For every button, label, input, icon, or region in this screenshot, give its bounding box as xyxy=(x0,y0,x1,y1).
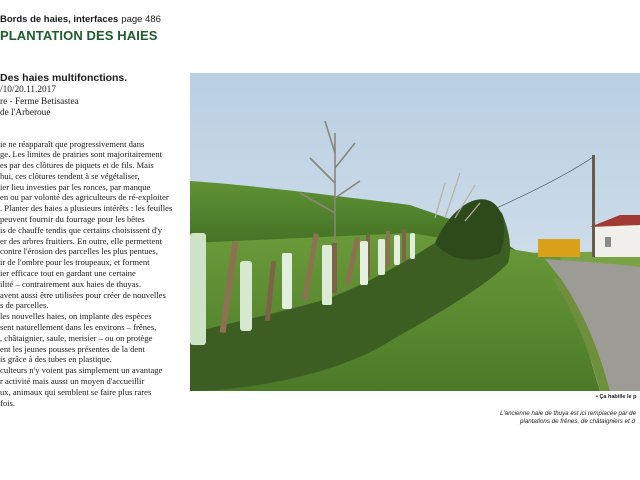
body-line: ent les jeunes pousses présentes de la dent xyxy=(0,343,145,354)
article-title: Des haies multifonctions. xyxy=(0,72,128,84)
caption-line: plantations de frênes, de châtaigniers et d xyxy=(520,418,635,425)
body-line: ie ne réapparaît que progressivement dans xyxy=(0,138,145,149)
hedge-photo xyxy=(190,73,640,391)
body-line: ier lieu investies par les ronces, par manque xyxy=(0,181,151,192)
body-line: ge. Les limites de prairies sont majoritairement xyxy=(0,149,163,160)
body-line: les nouvelles haies, on implante des espèces xyxy=(0,311,152,322)
yellow-trailer xyxy=(538,239,580,257)
section-title: PLANTATION DES HAIES xyxy=(0,28,158,43)
running-head xyxy=(0,14,161,25)
building-window xyxy=(605,237,611,247)
photo-credit: • Ça habille le p xyxy=(596,394,637,400)
body-line: culteurs n'y voient pas simplement un avantage xyxy=(0,365,163,376)
body-line: er des arbres fruitiers. En outre, elle permettent xyxy=(0,235,163,246)
article-date: /10/20.11.2017 xyxy=(0,85,56,95)
caption-line: L'ancienne haie de thuya est ici remplacée par de xyxy=(500,410,637,417)
hedge-photo-illustration xyxy=(190,73,640,391)
body-line: ir de l'ombre pour les troupeaux, et forment xyxy=(0,257,150,268)
body-line: avent aussi être utilisées pour créer de nouvelles xyxy=(0,289,166,300)
body-line: fois. xyxy=(0,397,16,408)
body-line: es par des clôtures de piquets et de fils. Mais xyxy=(0,160,154,171)
article-location: re - Ferme Betisastea xyxy=(0,96,79,107)
article-column xyxy=(0,72,176,408)
page-number: page 486 xyxy=(121,14,161,25)
body-line: s de parcelles. xyxy=(0,300,49,311)
body-line: ier efficace tout en gardant une certaine xyxy=(0,268,136,279)
section-label: Bords de haies, interfaces xyxy=(0,14,119,25)
body-line: , châtaignier, saule, merisier – ou on protège xyxy=(0,332,153,343)
power-pole xyxy=(592,155,595,257)
body-line: en ou par volonté des agriculteurs de ré-exploiter xyxy=(0,192,169,203)
body-line: peuvent fournir du fourrage pour les bêtes xyxy=(0,214,145,225)
farm-building xyxy=(595,225,640,257)
body-line: sent naturellement dans les environs – frênes, xyxy=(0,322,157,333)
body-line: r activité mais aussi un moyen d'accueillir xyxy=(0,376,145,387)
body-line: ux, animaux qui semblent se faire plus rares xyxy=(0,386,152,397)
body-line: hui, ces clôtures tendent à se végétaliser, xyxy=(0,170,140,181)
body-line: is de chauffe tendis que certains choisissent d'y xyxy=(0,224,163,235)
body-line: . Planter des haies a plusieurs intérêts : les feuilles xyxy=(0,203,173,214)
article-region: de l'Arberoue xyxy=(0,108,51,118)
body-line: contre l'érosion des parcelles les plus pentues, xyxy=(0,246,158,257)
article-body xyxy=(0,139,176,409)
photo-caption xyxy=(500,410,636,426)
body-line: ilité – contrairement aux haies de thuyas. xyxy=(0,278,142,289)
body-line: is grâce à des tubes en plastique. xyxy=(0,354,112,365)
